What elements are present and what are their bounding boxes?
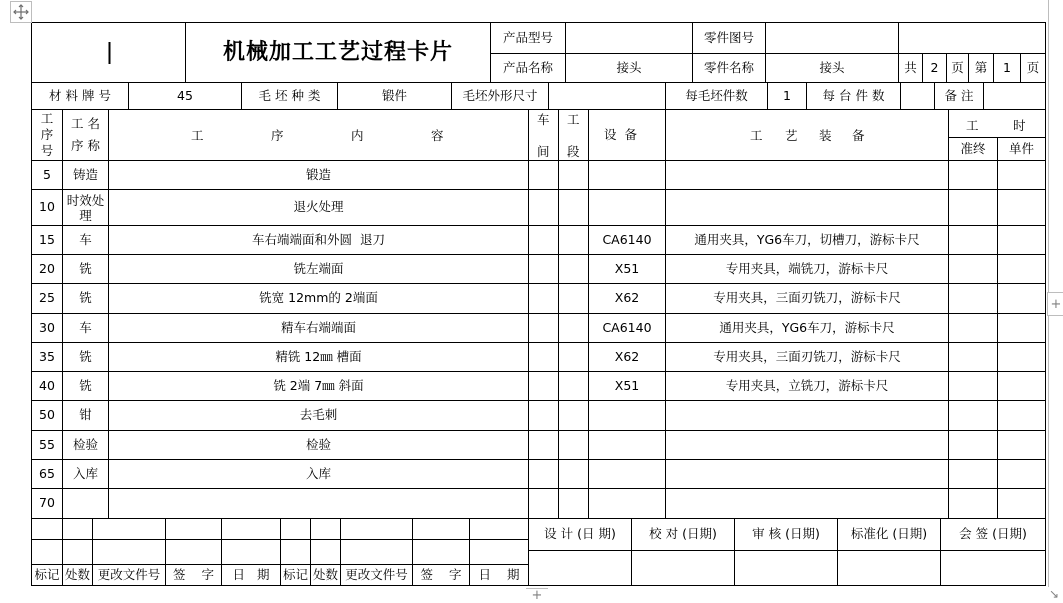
rev-change-doc-label: 更改文件号 — [97, 566, 161, 582]
op-name-cell[interactable]: 时效处理 — [66, 192, 105, 223]
doc-title: 机械加工工艺过程卡片 — [222, 38, 453, 65]
total-label: 共 — [904, 59, 917, 75]
table-resize-handle[interactable]: ↘ — [1046, 587, 1062, 601]
op-name-cell[interactable]: 铣 — [79, 348, 92, 364]
equipment-cell[interactable]: X62 — [614, 290, 640, 306]
op-name-cell[interactable]: 钳 — [79, 407, 92, 423]
op-no-cell[interactable]: 25 — [39, 290, 55, 306]
setup-time-header: 准终 — [960, 140, 986, 156]
op-content-cell[interactable]: 铣 2端 7㎜ 斜面 — [273, 377, 364, 393]
op-content-cell[interactable]: 精车右端端面 — [280, 319, 356, 335]
op-name-cell[interactable]: 车 — [79, 319, 92, 335]
product-name-label: 产品名称 — [502, 59, 553, 75]
rev-count-label-2: 处数 — [312, 566, 338, 582]
op-content-cell[interactable]: 铣左端面 — [293, 260, 344, 276]
pieces-per-blank-label: 每毛坯件数 — [685, 87, 748, 103]
material-grade-value[interactable]: 45 — [177, 87, 193, 103]
equipment-cell[interactable]: CA6140 — [602, 231, 652, 247]
op-name-cell[interactable]: 入库 — [72, 465, 98, 481]
tooling-cell[interactable]: 通用夹具，YG6车刀，切槽刀，游标卡尺 — [694, 231, 920, 247]
tooling-cell[interactable] — [666, 401, 948, 430]
op-content-cell[interactable]: 锻造 — [305, 166, 331, 182]
approval-design-label: 设 计 (日 期) — [544, 526, 616, 542]
blank-type-label: 毛 坯 种 类 — [258, 87, 321, 103]
part-drawing-no-label: 零件图号 — [703, 29, 754, 45]
move-handle-icon[interactable] — [10, 1, 32, 23]
tooling-cell[interactable]: 专用夹具，三面刃铣刀，游标卡尺 — [713, 348, 901, 364]
op-content-header-char-3: 内 — [351, 128, 364, 143]
tooling-cell[interactable]: 专用夹具，立铣刀，游标卡尺 — [725, 377, 889, 393]
op-no-cell[interactable]: 65 — [39, 465, 55, 481]
equipment-cell[interactable]: X51 — [614, 260, 640, 276]
blank-type-value[interactable]: 锻件 — [381, 87, 407, 103]
op-content-cell[interactable]: 入库 — [305, 465, 331, 481]
tooling-cell[interactable] — [666, 161, 948, 189]
tooling-header — [666, 110, 948, 160]
tooling-cell[interactable]: 专用夹具，端铣刀，游标卡尺 — [725, 260, 889, 276]
op-content-header — [109, 110, 528, 160]
workshop-header-char-1: 车 — [537, 112, 550, 127]
op-name-cell[interactable] — [63, 489, 108, 518]
tooling-header-char-3: 装 — [819, 128, 832, 143]
tooling-cell[interactable] — [666, 489, 948, 518]
rev-date-label: 日 期 — [232, 566, 270, 582]
tooling-header-char-4: 备 — [852, 128, 865, 143]
total-pages[interactable]: 2 — [930, 59, 939, 75]
blank-size-value[interactable] — [549, 83, 665, 109]
section-header-char-2: 段 — [567, 144, 580, 159]
product-model-value[interactable] — [566, 23, 692, 53]
op-content-cell[interactable]: 铣宽 12mm的 2端面 — [259, 290, 378, 306]
op-content-cell[interactable]: 检验 — [305, 436, 331, 452]
op-no-cell[interactable]: 30 — [39, 319, 55, 335]
time-header-char-2: 时 — [1013, 118, 1026, 133]
rev-signature-label-2: 签 字 — [420, 566, 462, 582]
op-content-cell[interactable]: 车右端端面和外圆 退刀 — [252, 231, 385, 247]
approval-countersign-label: 会 签 (日期) — [959, 526, 1027, 542]
equipment-cell[interactable] — [589, 489, 665, 518]
pieces-per-unit-label: 每 台 件 数 — [822, 87, 885, 103]
product-name-value[interactable]: 接头 — [616, 59, 642, 75]
time-header — [949, 110, 1045, 137]
tooling-header-char-2: 艺 — [785, 128, 798, 143]
time-header-char-1: 工 — [966, 118, 979, 133]
product-model-label: 产品型号 — [502, 29, 553, 45]
pieces-per-unit-value[interactable] — [901, 83, 934, 109]
op-name-cell[interactable]: 检验 — [72, 436, 98, 452]
op-no-cell[interactable]: 5 — [43, 166, 51, 182]
tooling-cell[interactable]: 通用夹具，YG6车刀，游标卡尺 — [719, 319, 895, 335]
equipment-cell[interactable] — [589, 401, 665, 430]
tooling-cell[interactable]: 专用夹具，三面刃铣刀，游标卡尺 — [713, 290, 901, 306]
unit-time-header: 单件 — [1008, 140, 1034, 156]
page-number[interactable]: 1 — [1003, 59, 1011, 75]
op-no-cell[interactable]: 55 — [39, 436, 55, 452]
part-name-value[interactable]: 接头 — [819, 59, 845, 75]
rev-date-label-2: 日 期 — [478, 566, 520, 582]
op-content-cell[interactable]: 精铣 12㎜ 槽面 — [275, 348, 362, 364]
op-content-header-char-2: 序 — [271, 128, 284, 143]
workshop-header — [529, 110, 558, 160]
page-unit-label-2: 页 — [1026, 59, 1040, 75]
op-name-cell[interactable]: 铸造 — [72, 166, 98, 182]
add-column-button[interactable]: + — [1047, 292, 1063, 316]
remark-label: 备 注 — [944, 87, 974, 103]
op-no-cell[interactable]: 10 — [39, 199, 55, 215]
tooling-cell[interactable] — [666, 431, 948, 459]
op-content-cell[interactable] — [109, 489, 528, 518]
rev-change-doc-label-2: 更改文件号 — [345, 566, 408, 582]
op-no-cell[interactable]: 70 — [39, 495, 55, 511]
op-no-cell[interactable]: 15 — [39, 231, 55, 247]
equipment-cell[interactable] — [589, 190, 665, 225]
part-drawing-no-value[interactable] — [766, 23, 898, 53]
rev-mark-label: 标记 — [34, 566, 60, 582]
op-content-cell[interactable]: 退火处理 — [293, 199, 344, 215]
workshop-header-char-2: 间 — [537, 144, 550, 159]
op-content-header-char-1: 工 — [191, 128, 204, 143]
op-no-cell[interactable]: 20 — [39, 260, 55, 276]
approval-review-label: 审 核 (日期) — [752, 526, 820, 542]
tooling-cell[interactable] — [666, 190, 948, 225]
rev-count-label: 处数 — [64, 566, 90, 582]
section-header — [559, 110, 588, 160]
equipment-cell[interactable]: CA6140 — [602, 319, 652, 335]
pieces-per-blank-value[interactable]: 1 — [783, 87, 791, 103]
equipment-cell[interactable]: X51 — [614, 377, 640, 393]
equipment-cell[interactable] — [589, 161, 665, 189]
rev-signature-label: 签 字 — [173, 566, 214, 582]
add-row-button[interactable]: + — [526, 588, 548, 602]
section-header-char-1: 工 — [567, 112, 580, 127]
op-content-cell[interactable]: 去毛刺 — [299, 407, 338, 423]
op-name-cell[interactable]: 车 — [79, 231, 92, 247]
rev-mark-label-2: 标记 — [282, 566, 308, 582]
blank-size-label: 毛坯外形尺寸 — [462, 87, 538, 103]
approval-standardization-label: 标准化 (日期) — [850, 526, 928, 542]
op-name-header: 工 名 序 称 — [71, 116, 100, 153]
remark-value[interactable] — [984, 83, 1045, 109]
equipment-cell[interactable] — [589, 460, 665, 488]
approval-check-label: 校 对 (日期) — [649, 526, 717, 542]
op-name-cell[interactable]: 铣 — [79, 290, 92, 306]
material-grade-label: 材 料 牌 号 — [49, 87, 111, 103]
op-content-header-char-4: 容 — [431, 128, 444, 143]
equipment-cell[interactable]: X62 — [614, 348, 640, 364]
op-name-cell[interactable]: 铣 — [79, 260, 92, 276]
op-no-header: 工 序 号 — [40, 111, 54, 158]
move-arrows-icon — [13, 4, 29, 20]
page-label: 第 — [974, 59, 988, 75]
equipment-header: 设 备 — [604, 126, 637, 142]
op-no-cell[interactable]: 50 — [39, 407, 55, 423]
op-no-cell[interactable]: 35 — [39, 348, 55, 364]
op-no-cell[interactable]: 40 — [39, 377, 55, 393]
equipment-cell[interactable] — [589, 431, 665, 459]
part-name-label: 零件名称 — [703, 59, 754, 75]
page-unit-label: 页 — [951, 59, 964, 75]
tooling-cell[interactable] — [666, 460, 948, 488]
tooling-header-char-1: 工 — [750, 128, 763, 143]
op-name-cell[interactable]: 铣 — [79, 377, 92, 393]
